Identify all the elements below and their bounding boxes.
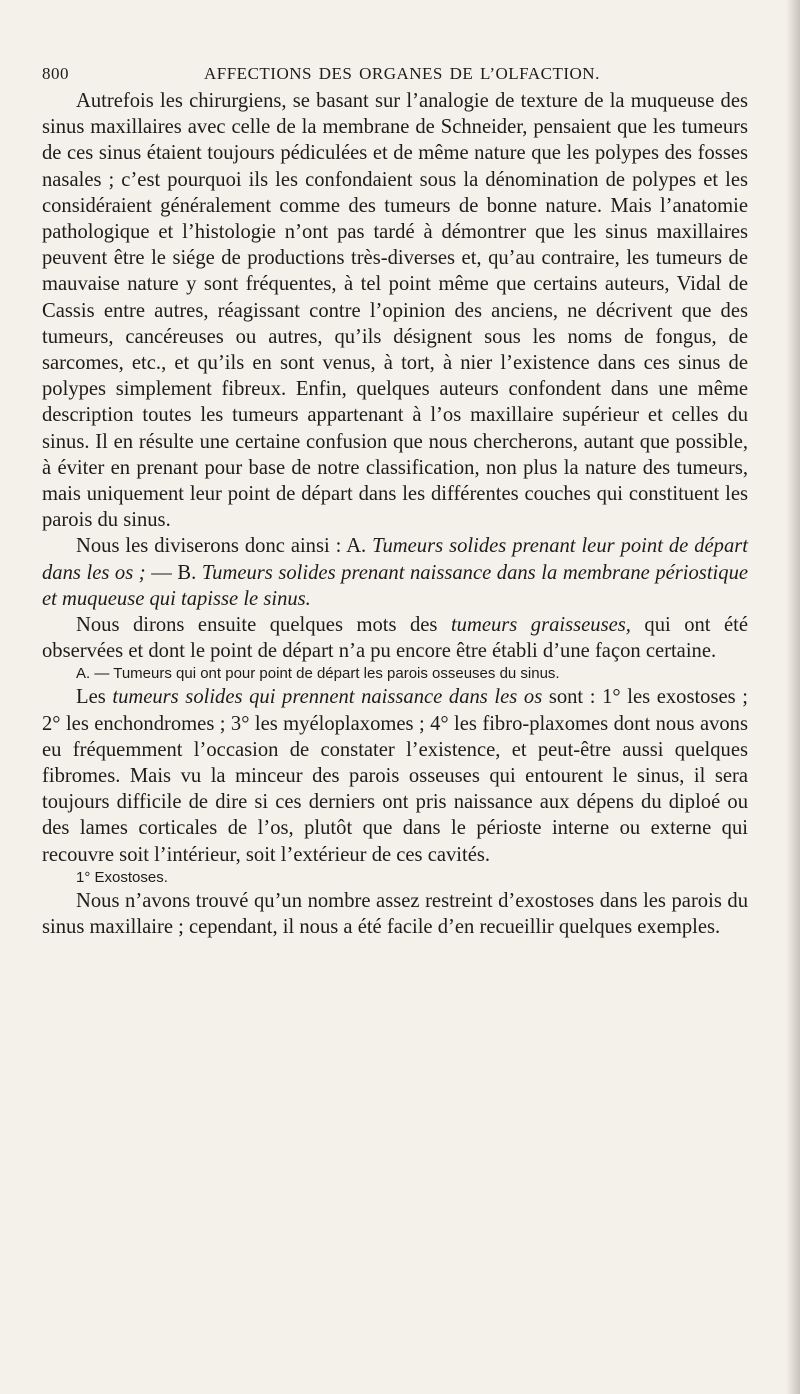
running-title: AFFECTIONS DES ORGANES DE L’OLFACTION. (204, 64, 600, 83)
page-edge-shadow (786, 0, 800, 1394)
paragraph-fatty-tumors: Nous dirons ensuite quelques mots des tumeurs graisseuses, qui ont été observées et dont le point de départ n’a pu encore être établi d’une façon certaine. (42, 614, 749, 663)
italic-fatty-tumors: tumeurs graisseuses, (450, 614, 631, 637)
paragraph-intro: Autrefois les chirurgiens, se basant sur l’analogie de texture de la muqueuse des sinus maxillaires avec celle de la membrane de Schneider, pensaient que les tumeurs de ces sinus étaient toujours pédiculées et de même nature que les polypes des fosses nasales ; c’est pourquoi ils les confondaient sous la dénomination de polypes et les considéraient généralement comme des tumeurs de bonne nature. Mais l’anatomie pathologique et l’histologie n’ont pas tardé à démontrer que les sinus maxillaires peuvent être le siége de productions très-diverses et, qu’au contraire, les tumeurs de mauvaise nature y sont fréquentes, à tel point même que certains auteurs, Vidal de Cassis entre autres, réagissant contre l’opinion des anciens, ne décrivent que des tumeurs, cancéreuses ou autres, qu’ils désignent sous les noms de fongus, de sarcomes, etc., et qu’ils en sont venus, à tort, à nier l’existence dans ces sinus de polypes simplement fibreux. Enfin, quelques auteurs confondent dans une même description toutes les tumeurs appartenant à l’os maxillaire supérieur et celles du sinus. Il en résulte une certaine confusion que nous chercherons, autant que possible, à éviter en prenant pour base de notre classification, non plus la nature des tumeurs, mais uniquement leur point de départ dans les différentes couches qui constituent les parois du sinus. (42, 90, 748, 532)
page-body (42, 88, 748, 940)
paragraph-classification: Nous les diviserons donc ainsi : A. Tumeurs solides prenant leur point de départ dans les os ; — B. Tumeurs solides prenant naissance dans la membrane périostique et muqueuse qui tapisse le sinus. (42, 535, 749, 610)
paragraph-bone-tumors: Les tumeurs solides qui prennent naissance dans les os sont : 1° les exostoses ; 2° les enchondromes ; 3° les myéloplaxomes ; 4° les fibro-plaxomes dont nous avons eu fréquemment l’occasion de constater l’existence, et peut-être aussi quelques fibromes. Mais vu la minceur des parois osseuses qui entourent le sinus, il sera toujours difficile de dire si ces derniers ont pris naissance aux dépens du diploé ou des lames corticales de l’os, plutôt que dans le périoste interne ou externe qui recouvre soit l’intérieur, soit l’extérieur de ces cavités. (42, 686, 748, 866)
paragraph-exostoses: Nous n’avons trouvé qu’un nombre assez restreint d’exostoses dans les parois du sinus maxillaire ; cependant, il nous a été facile d’en recueillir quelques exemples. (42, 889, 748, 939)
section-heading-a: A. — Tumeurs qui ont pour point de départ les parois osseuses du sinus. (76, 665, 560, 683)
italic-category-a: Tumeurs solides prenant leur point de départ dans les os ; (42, 535, 749, 584)
italic-solid-tumors: tumeurs solides qui prennent naissance dans les os (112, 686, 543, 709)
page-number: 800 (42, 64, 69, 83)
italic-category-b: Tumeurs solides prenant naissance dans la membrane périostique et muqueuse qui tapisse le sinus. (42, 561, 749, 610)
section-heading-exostoses: 1° Exostoses. (76, 868, 168, 886)
